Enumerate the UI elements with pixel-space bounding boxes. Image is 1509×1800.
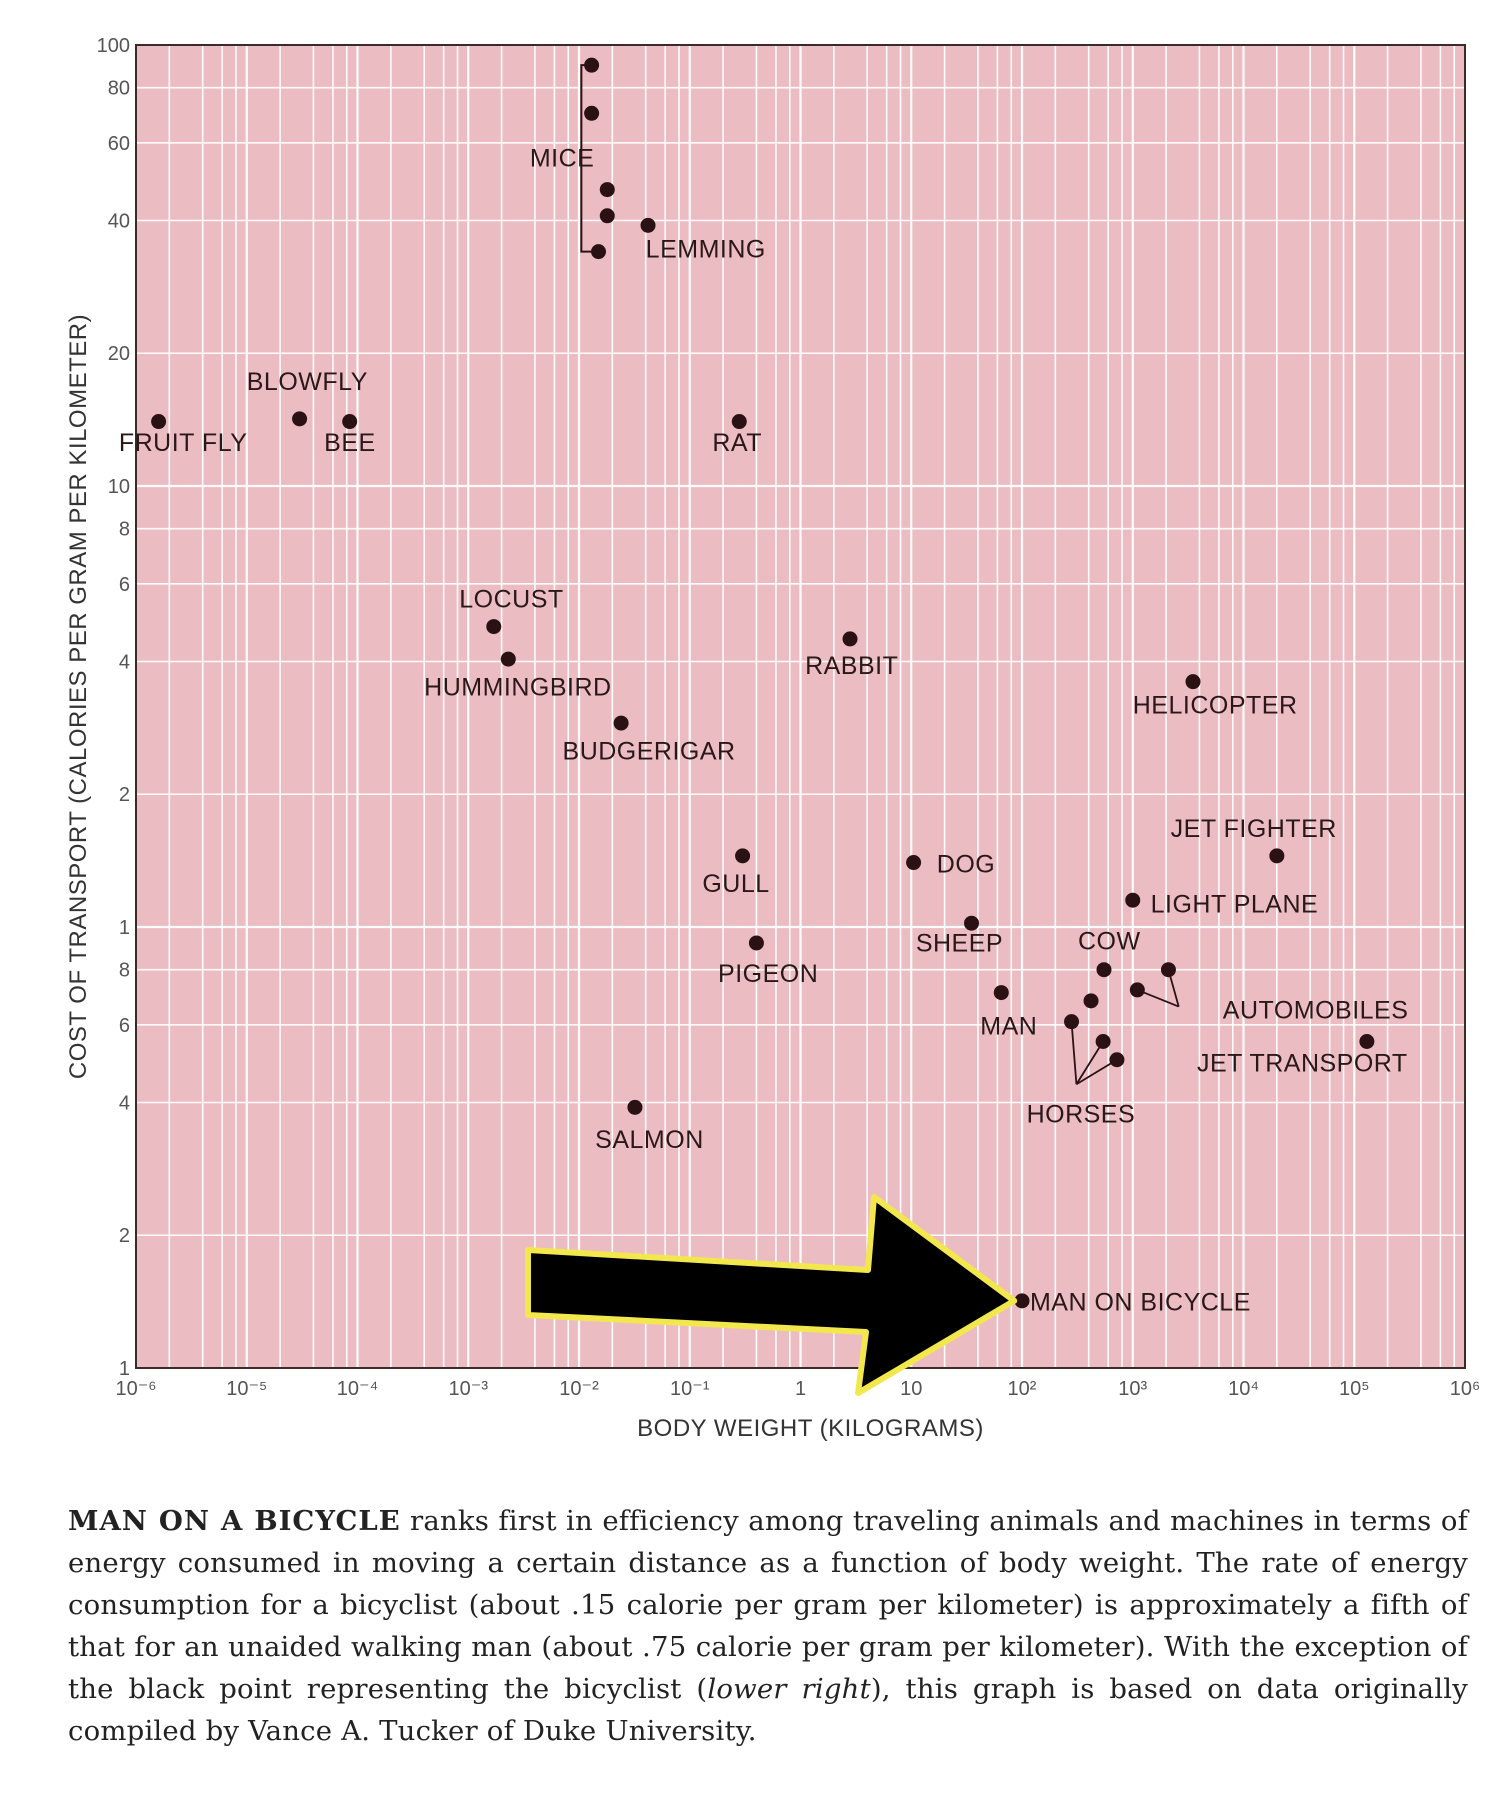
x-axis-ticks [115, 1378, 1480, 1400]
data-point [1084, 993, 1099, 1008]
data-point [614, 716, 629, 731]
x-tick-label: 10⁻³ [448, 1378, 488, 1400]
data-point [600, 182, 615, 197]
point-label: BLOWFLY [246, 368, 368, 397]
x-tick-label: 10⁶ [1449, 1378, 1481, 1400]
data-point [732, 414, 747, 429]
point-label: RABBIT [805, 651, 899, 680]
point-label: PIGEON [718, 960, 819, 989]
y-tick-label: 60 [107, 132, 130, 155]
x-tick-label: 10⁻² [559, 1378, 599, 1400]
caption-italic: lower right [707, 1672, 871, 1705]
point-label: SALMON [595, 1126, 704, 1155]
y-tick-label: 6 [118, 573, 130, 596]
data-point [1359, 1034, 1374, 1049]
x-tick-label: 10 [900, 1378, 923, 1400]
y-tick-label: 4 [118, 651, 130, 674]
y-axis-label: COST OF TRANSPORT (CALORIES PER GRAM PER KILOMETER) [65, 313, 92, 1080]
data-point [749, 935, 764, 950]
point-label: LOCUST [459, 585, 564, 614]
caption-text-1: ranks first in efficiency among traveling animals and machines in terms of energy consumed in moving a certain distance as a function of body weight. The rate of energy consumption for a bicyclist (about .15 calorie per gram per kilometer) is approximately a fifth of that for an unaided walking man (about .75 calorie per gram per kilometer). With the exception of the black point representing the bicyclist ( [68, 1504, 1468, 1705]
caption-lead: MAN ON A BICYCLE [68, 1504, 401, 1537]
data-point [342, 414, 357, 429]
point-label: HORSES [1026, 1100, 1136, 1129]
point-label: MAN ON BICYCLE [1029, 1288, 1251, 1317]
point-label: SHEEP [915, 929, 1004, 958]
point-label: JET FIGHTER [1170, 814, 1337, 843]
data-point [735, 848, 750, 863]
data-point [1096, 962, 1111, 977]
x-tick-label: 10² [1007, 1378, 1037, 1400]
y-tick-label: 10 [107, 476, 130, 498]
point-label: JET TRANSPORT [1196, 1049, 1408, 1078]
y-tick-label: 1 [118, 1358, 130, 1380]
point-label: LEMMING [645, 235, 766, 264]
data-point [1109, 1052, 1124, 1067]
data-point [641, 218, 656, 233]
data-point [1269, 848, 1284, 863]
x-tick-label: 10⁻⁵ [226, 1378, 268, 1400]
point-label: RAT [712, 429, 763, 458]
y-tick-label: 8 [118, 959, 130, 982]
point-label: FRUIT FLY [118, 429, 248, 458]
point-label: BUDGERIGAR [562, 737, 736, 766]
point-label: LIGHT PLANE [1150, 890, 1319, 919]
x-tick-label: 10⁵ [1338, 1378, 1370, 1400]
x-tick-label: 1 [794, 1378, 807, 1400]
data-point [584, 106, 599, 121]
data-point [964, 916, 979, 931]
data-point [1161, 962, 1176, 977]
point-label: HUMMINGBIRD [424, 673, 612, 702]
data-point [627, 1100, 642, 1115]
y-tick-label: 6 [118, 1014, 130, 1037]
y-tick-label: 2 [118, 1225, 130, 1248]
y-tick-label: 80 [107, 77, 130, 100]
point-label: GULL [702, 870, 770, 899]
x-axis-label: BODY WEIGHT (KILOGRAMS) [637, 1415, 984, 1442]
data-point [486, 619, 501, 634]
point-label: MICE [529, 144, 595, 173]
y-tick-label: 40 [107, 210, 130, 233]
y-tick-label: 20 [107, 343, 130, 366]
figure-caption [68, 1500, 1468, 1752]
x-tick-label: 10⁴ [1228, 1378, 1259, 1400]
data-point [1064, 1014, 1079, 1029]
data-point [1186, 674, 1201, 689]
x-tick-label: 10⁻¹ [670, 1378, 710, 1400]
x-tick-label: 10⁻⁴ [336, 1378, 379, 1400]
point-label: HELICOPTER [1132, 691, 1298, 720]
data-point [906, 855, 921, 870]
y-tick-label: 4 [118, 1092, 130, 1115]
data-point [292, 411, 307, 426]
data-point [501, 652, 516, 667]
y-tick-label: 2 [118, 784, 130, 807]
x-tick-label: 10⁻⁶ [115, 1378, 157, 1400]
y-tick-label: 1 [118, 917, 130, 939]
data-point [591, 244, 606, 259]
x-tick-label: 10³ [1118, 1378, 1148, 1400]
point-label: AUTOMOBILES [1222, 996, 1409, 1025]
data-point [600, 208, 615, 223]
y-tick-label: 8 [118, 518, 130, 541]
y-tick-label: 100 [96, 35, 130, 57]
data-point [1130, 982, 1145, 997]
point-label: MAN [980, 1012, 1038, 1041]
data-point [1125, 893, 1140, 908]
point-label: DOG [936, 850, 996, 879]
point-label: COW [1077, 927, 1141, 956]
data-point [994, 985, 1009, 1000]
point-label: BEE [324, 429, 376, 458]
caption-text-2: ), this graph is based on data originally compiled by Vance A. Tucker of Duke University. [68, 1672, 1468, 1747]
y-axis-ticks [97, 35, 130, 1380]
data-point [151, 414, 166, 429]
data-point [1096, 1034, 1111, 1049]
data-point [843, 631, 858, 646]
data-point [584, 58, 599, 73]
